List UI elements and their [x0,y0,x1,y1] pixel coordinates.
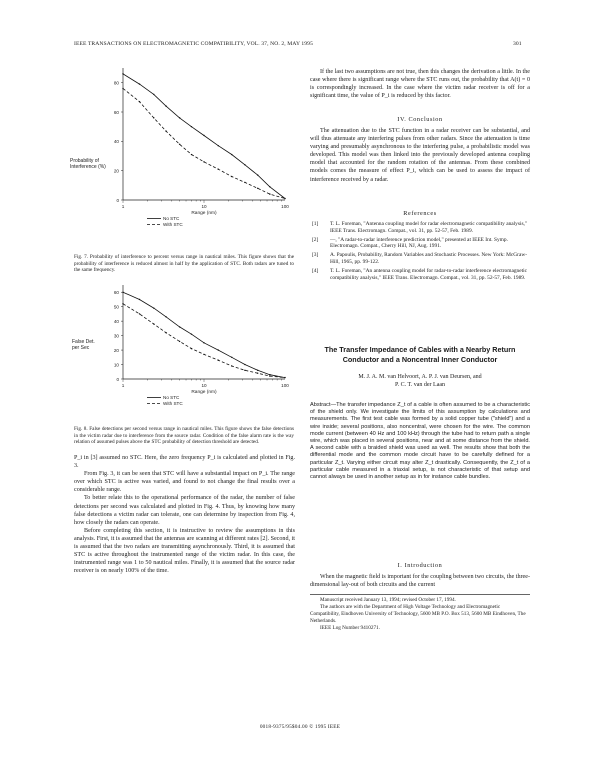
data-point [139,101,140,102]
article-title-line1: The Transfer Impedance of Cables with a Nearby Return [324,345,516,354]
data-point [139,299,140,300]
legend-label: With STC [163,222,183,227]
data-point [179,117,180,118]
article-abstract: Abstract—The transfer impedance Z_t of a cable is often assumed to be a characteristic of the shield only. We investigate the limits of this assumption by calculations and measurements. The first test cable was formed by a solid copper tube ("shield") and a wire inside; several positions, also noncentral, were chosen for the wire. The common mode current (between 40 Hz and 100 kHz) through the tube had to return path a single wire, which was placed in several positions, near and at some distance from the shield. A second cable with a braided shield was used as well. The results show that both the differential mode and the common mode circuit have to be carefully defined for a particular Z_t. Varying either circuit may alter Z_t drastically. Consequently, the Z_t of a particular cable measured in a triaxial setup, is not characteristic of that setup and cannot always be used in another setup as in for instance cable bundles. [310,402,530,481]
data-point [284,377,285,378]
series-line-no-stc [123,292,285,377]
series-line-with-stc [123,89,285,199]
series-line-with-stc [123,304,285,378]
page-number: 301 [513,41,522,47]
article-title-line2: Conductor and a Noncentral Inner Conductor [342,354,498,364]
x-tick-label: 1 [121,383,125,388]
data-point [203,354,204,355]
data-point [179,341,180,342]
body-paragraph: If the last two assumptions are not true, then this changes the derivation a little. In the case where there is significant range where the STC runs out, the probability that A(t) = 0 is correspondingly increased. In the case where the victim radar receiver is off for a significant time, the value of P_i is reduced by this factor. [310,69,530,100]
data-point [122,73,123,74]
y-tick-label: 20 [113,347,119,353]
data-point [179,144,180,145]
y-tick-label: 80 [113,80,119,86]
figure-1-ylabel [70,158,106,170]
data-point [244,182,245,183]
y-tick-label: 0 [116,376,119,382]
reference-item [312,268,530,282]
y-tick-label: 40 [113,318,119,324]
data-point [218,349,219,350]
data-point [165,105,166,106]
data-point [153,94,154,95]
data-point [203,342,204,343]
body-paragraph: From Fig. 3, it can be seen that STC will have a substantial impact on P_i. The range over which STC is active was varied, and found to not change the final results over a considerable range. [74,471,295,494]
reference-number: [1] [312,221,319,227]
figure-2-ylabel-line1: False Det. [72,339,95,345]
reference-item [312,237,530,251]
references-list [312,221,530,281]
references-heading: References [403,210,437,217]
data-point [191,348,192,349]
reference-text: A. Papoulis, Probability, Random Variables and Stochastic Processes. New York: McGraw-Hill, 1965, pp. 99-122. [330,252,528,265]
x-tick-label: 10 [201,383,207,388]
data-point [191,333,192,334]
authors-line1: M. J. A. M. van Helvoort, A. P. J. van Deursen, and [358,374,482,380]
x-tick-label: 100 [281,204,289,209]
introduction-paragraph: When the magnetic field is important for the coupling between two circuits, the three-dimensional lay-out of both circuits and the current [310,574,530,589]
data-point [231,176,232,177]
data-point [269,375,270,376]
data-point [231,154,232,155]
data-point [153,117,154,118]
y-tick-label: 40 [113,139,119,145]
data-point [139,313,140,314]
y-tick-label: 60 [113,290,119,296]
x-axis-label: Range (nm) [191,211,217,216]
authors-line2: P. C. T. van der Laan [394,382,446,389]
footnote: The authors are with the Department of High Voltage Technology and Electromagnetic Compatibility, Eindhoven University of Technology, 5600 MB P.O. Box 513, 5600 MB Eindhoven, The Netherlands. [310,603,526,624]
figure-1-ylabel-line1: Probability of [70,158,99,164]
data-point [269,186,270,187]
data-point [165,130,166,131]
reference-text: —, "A radar-to-radar interference prediction model," presented at IEEE Int. Symp. Electromagn. Compat., Cherry Hill, NJ, Aug. 1991. [330,236,508,250]
y-tick-label: 30 [113,333,119,339]
reference-number: [3] [312,252,319,259]
article-authors [308,373,532,390]
introduction-heading: I. Introduction [397,562,443,569]
data-point [203,135,204,136]
legend-label: No STC [163,395,180,400]
data-point [257,188,258,189]
introduction-text [310,573,530,589]
data-point [244,164,245,165]
figure-1-chart [70,60,290,250]
data-point [269,374,270,375]
article-title [308,345,532,364]
figure-1-caption: Fig. 7. Probability of interference to percent versus range in nautical miles. This figure shows that the probability of interference is reduced almost in half by the application of STC. Both radars are tuned to the same frequency. [74,254,294,274]
data-point [231,357,232,358]
data-point [218,145,219,146]
data-point [191,126,192,127]
data-point [218,169,219,170]
running-header: IEEE TRANSACTIONS ON ELECTROMAGNETIC COMPATIBILITY, VOL. 37, NO. 2, MAY 1995 [74,41,313,47]
data-point [153,323,154,324]
reference-text: T. L. Foreman, "Antenna coupling model for radar electromagnetic compatibility analysis," IEEE Trans. Electromagn. Compat., vol. 31, pp. 52-57, Feb. 1989. [330,221,528,234]
y-tick-label: 10 [113,362,119,368]
footnote: IEEE Log Number 9410271. [320,624,380,631]
y-tick-label: 50 [113,304,119,310]
conclusion-heading: IV. Conclusion [397,116,443,123]
data-point [139,83,140,84]
conclusion-text [310,127,530,184]
reference-item [312,221,530,235]
data-point [122,88,123,89]
body-paragraph: P_i in [3] assumed no STC. Here, the zero frequency P_i is calculated and plotted in Fig. 3. [74,455,295,470]
y-tick-label: 60 [113,109,119,115]
data-point [153,307,154,308]
reference-item [312,252,530,266]
data-point [257,174,258,175]
data-point [269,193,270,194]
right-column-intro [310,68,530,100]
figure-1-ylabel-line2: Interference (%) [70,164,106,170]
data-point [257,370,258,371]
footnote-divider [310,594,530,595]
reference-text: T. L. Foreman, "An antenna coupling model for radar-to-radar interference electromagnetic compatibility analysis," IEEE Trans. Electromagn. Compat., vol. 31, pp. 52-57, Feb. 1989. [330,267,528,281]
body-paragraph: To better relate this to the operational performance of the radar, the number of false detections per second was calculated and plotted in Fig. 4. Thus, by knowing how many false detections a victim radar can tolerate, one can determine by inspection from Fig. 4, how closely the radars can operate. [74,495,295,526]
y-tick-label: 0 [116,197,119,203]
left-column-text [74,454,295,575]
figure-2-chart [70,279,290,414]
data-point [165,332,166,333]
series-line-no-stc [123,74,285,199]
data-point [203,161,204,162]
footnotes [310,597,530,632]
data-point [244,370,245,371]
body-paragraph: Before completing this section, it is instructive to review the assumptions in this analysis. First, it is assumed that the antennas are scanning at different rates [2]. Second, it is assumed that the two radars are transmitting asynchronously. Third, it is assumed that STC is active throughout the instrumented range of the victim radar. In this case, the instrumented range was 1 to 50 nautical miles. Finally, it is assumed that the source radar receiver is on nearly 100% of the time. [74,527,295,575]
figure-2-ylabel-line2: per Sec [72,345,90,351]
y-tick-label: 20 [113,168,119,174]
conclusion-paragraph: The attenuation due to the STC function in a radar receiver can be substantial, and will thus attenuate any interfering pulses from other radars. Since the attenuation is time varying and presumably asynchronous to the interfering pulse, a probabilistic model was developed. This model was then linked into the previously developed antenna coupling model that accounted for the random rotation of the antennas. From these combined models comes the measure of effect P_i, which can be used to assess the impact of interference received by a radar. [310,128,530,183]
x-tick-label: 10 [201,204,207,209]
data-point [257,373,258,374]
data-point [165,316,166,317]
figure-2-caption: Fig. 8. False detections per second versus range in nautical miles. This figure shows the false detections in the victim radar due to interference from the source radar. Condition of the false alarm rate is the way relation of assumed pulses above the STC probability of detection threshold are detected. [74,426,294,446]
data-point [191,154,192,155]
reference-number: [4] [312,267,319,274]
figure-2-ylabel [72,339,95,351]
data-point [179,326,180,327]
data-point [231,365,232,366]
page-footer: 0018-9375/95$04.00 © 1995 IEEE [259,724,341,730]
legend-label: No STC [163,216,180,221]
data-point [122,303,123,304]
legend-label: With STC [163,401,183,406]
x-tick-label: 100 [281,383,289,388]
data-point [284,198,285,199]
data-point [244,364,245,365]
reference-number: [2] [312,236,319,243]
footnote: Manuscript received January 13, 1994; revised October 17, 1994. [320,597,456,603]
data-point [218,360,219,361]
data-point [122,292,123,293]
x-tick-label: 1 [121,204,125,209]
x-axis-label: Range (nm) [191,390,217,395]
